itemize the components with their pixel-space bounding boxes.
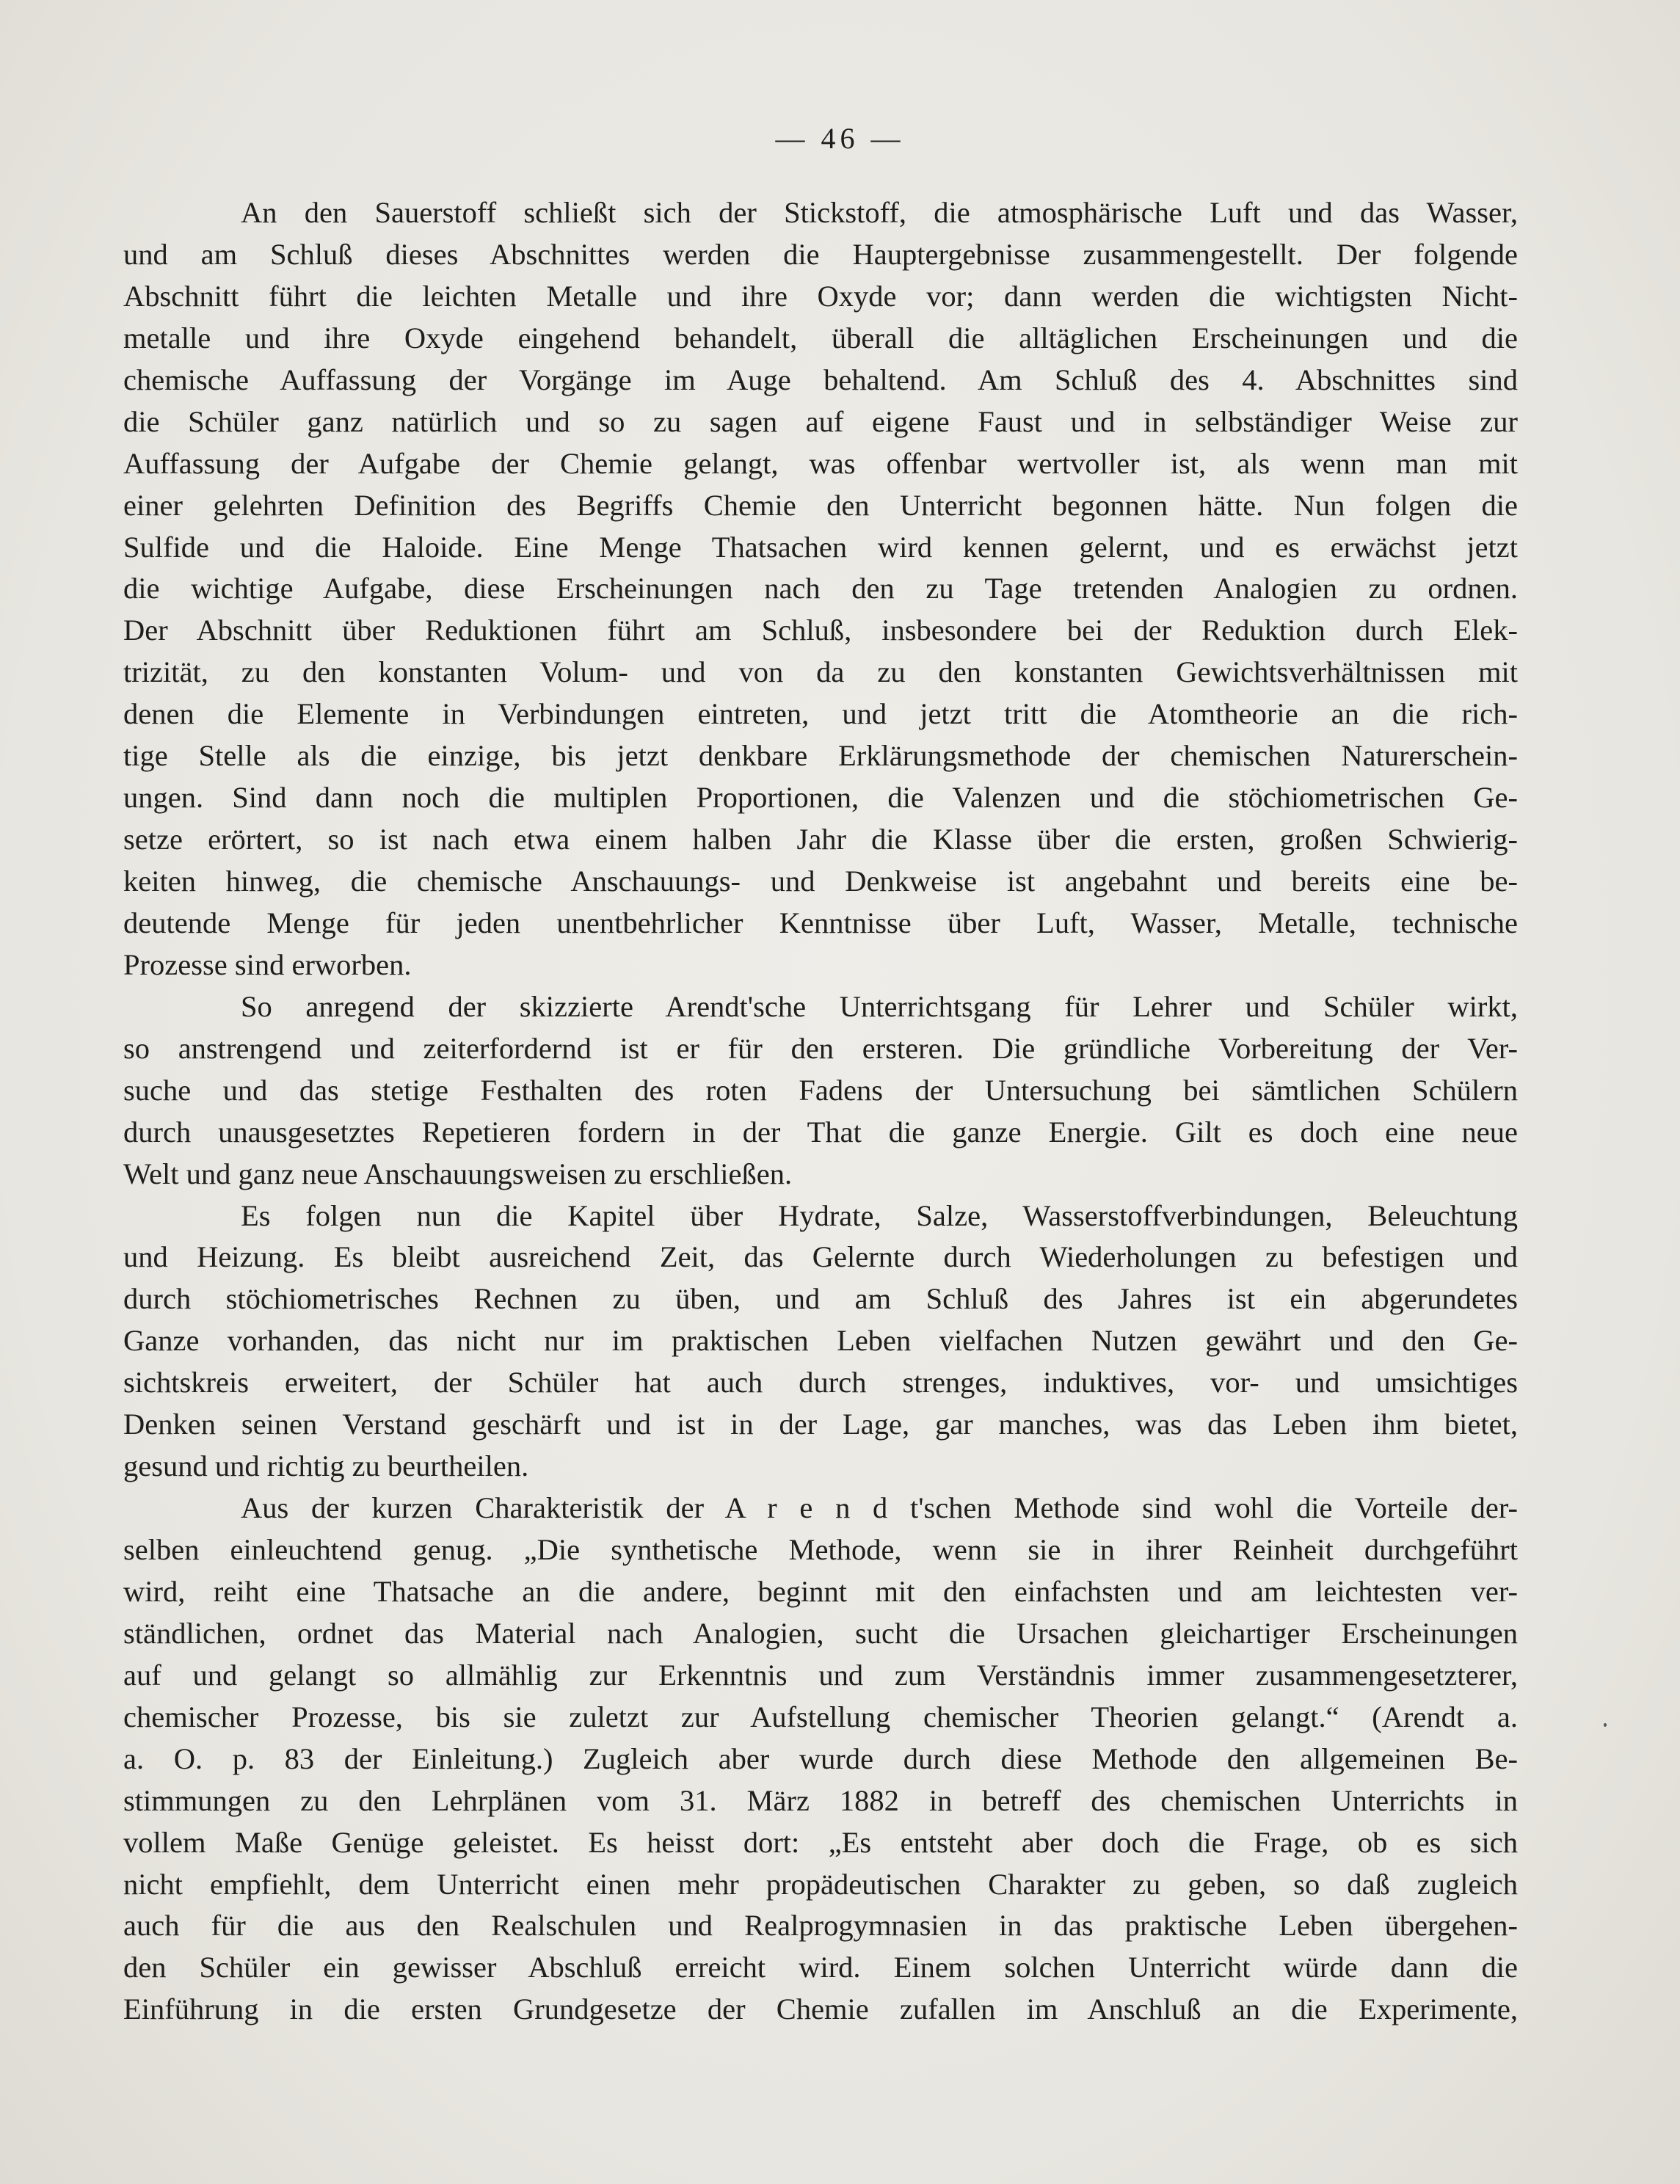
text-line: Aus der kurzen Charakteristik der A r e n d t'schen Methode sind wohl die Vorteile der- <box>241 1491 1518 1525</box>
text-line: Welt und ganz neue Anschauungsweisen zu erschließen. <box>123 1157 793 1190</box>
text-line: Einführung in die ersten Grundgesetze der Chemie zufallen im Anschluß an die Experimente, <box>123 1992 1518 2026</box>
text-line: den Schüler ein gewisser Abschluß erreicht wird. Einem solchen Unterricht würde dann die <box>123 1951 1518 1984</box>
text-line: so anstrengend und zeiterfordernd ist er für den ersteren. Die gründliche Vorbereitung der Ver- <box>123 1031 1518 1065</box>
text-line: die Schüler ganz natürlich und so zu sagen auf eigene Faust und in selbständiger Weise zur <box>123 404 1518 438</box>
text-line: chemische Auffassung der Vorgänge im Auge behaltend. Am Schluß des 4. Abschnittes sind <box>123 363 1518 396</box>
text-line: Der Abschnitt über Reduktionen führt am Schluß, insbesondere bei der Reduktion durch Elek- <box>123 614 1518 647</box>
text-line: und Heizung. Es bleibt ausreichend Zeit, das Gelernte durch Wiederholungen zu befestigen und <box>123 1240 1518 1274</box>
text-line: trizität, zu den konstanten Volum- und von da zu den konstanten Gewichtsverhältnissen mit <box>123 655 1518 689</box>
text-line: einer gelehrten Definition des Begriffs Chemie den Unterricht begonnen hätte. Nun folgen die <box>123 488 1518 522</box>
text-line: auf und gelangt so allmählig zur Erkenntnis und zum Verständnis immer zusammengesetzterer, <box>123 1658 1518 1692</box>
text-line: tige Stelle als die einzige, bis jetzt denkbare Erklärungsmethode der chemischen Naturerschein- <box>123 739 1518 773</box>
text-line: keiten hinweg, die chemische Anschauungs- und Denkweise ist angebahnt und bereits eine be- <box>123 864 1518 898</box>
text-line: Prozesse sind erworben. <box>123 947 412 981</box>
text-line: wird, reiht eine Thatsache an die andere, beginnt mit den einfachsten und am leichtesten ver- <box>123 1574 1518 1608</box>
text-line: Es folgen nun die Kapitel über Hydrate, Salze, Wasserstoffverbindungen, Beleuchtung <box>241 1198 1518 1232</box>
text-line: Ganze vorhanden, das nicht nur im praktischen Leben vielfachen Nutzen gewährt und den Ge- <box>123 1324 1518 1358</box>
text-line: suche und das stetige Festhalten des roten Fadens der Untersuchung bei sämtlichen Schülern <box>123 1073 1518 1107</box>
text-line: ungen. Sind dann noch die multiplen Proportionen, die Valenzen und die stöchiometrischen Ge- <box>123 781 1518 815</box>
text-line: stimmungen zu den Lehrplänen vom 31. März 1882 in betreff des chemischen Unterrichts in <box>123 1783 1518 1817</box>
text-line: Denken seinen Verstand geschärft und ist in der Lage, gar manches, was das Leben ihm bietet, <box>123 1408 1518 1441</box>
text-line: und am Schluß dieses Abschnittes werden die Hauptergebnisse zusammengestellt. Der folgende <box>123 237 1518 271</box>
text-line: sichtskreis erweitert, der Schüler hat auch durch strenges, induktives, vor- und umsichtiges <box>123 1366 1518 1399</box>
text-line: nicht empfiehlt, dem Unterricht einen mehr propädeutischen Charakter zu geben, so daß zugleich <box>123 1867 1518 1901</box>
text-line: die wichtige Aufgabe, diese Erscheinungen nach den zu Tage tretenden Analogien zu ordnen. <box>123 572 1518 605</box>
text-line: Auffassung der Aufgabe der Chemie gelangt, was offenbar wertvoller ist, als wenn man mit <box>123 446 1518 480</box>
text-line: auch für die aus den Realschulen und Realprogymnasien in das praktische Leben übergehen- <box>123 1909 1518 1943</box>
text-line: a. O. p. 83 der Einleitung.) Zugleich aber wurde durch diese Methode den allgemeinen Be- <box>123 1741 1518 1775</box>
text-line: deutende Menge für jeden unentbehrlicher Kenntnisse über Luft, Wasser, Metalle, technische <box>123 906 1518 939</box>
text-line: metalle und ihre Oxyde eingehend behandelt, überall die alltäglichen Erscheinungen und die <box>123 321 1518 354</box>
text-line: Abschnitt führt die leichten Metalle und ihre Oxyde vor; dann werden die wichtigsten Nicht- <box>123 279 1518 313</box>
text-line: An den Sauerstoff schließt sich der Stickstoff, die atmosphärische Luft und das Wasser, <box>241 196 1518 229</box>
scan-speck <box>1604 1723 1607 1727</box>
text-line: durch unausgesetztes Repetieren fordern in der That die ganze Energie. Gilt es doch eine neue <box>123 1115 1518 1149</box>
page-number: — 46 — <box>775 122 905 155</box>
text-line: denen die Elemente in Verbindungen eintreten, und jetzt tritt die Atomtheorie an die rich- <box>123 697 1518 731</box>
text-line: gesund und richtig zu beurtheilen. <box>123 1449 529 1483</box>
text-line: Sulfide und die Haloide. Eine Menge Thatsachen wird kennen gelernt, und es erwächst jetzt <box>123 530 1518 564</box>
text-line: ständlichen, ordnet das Material nach Analogien, sucht die Ursachen gleichartiger Erscheinungen <box>123 1616 1518 1650</box>
text-line: chemischer Prozesse, bis sie zuletzt zur Aufstellung chemischer Theorien gelangt.“ (Arendt a. <box>123 1700 1518 1733</box>
text-line: setze erörtert, so ist nach etwa einem halben Jahr die Klasse über die ersten, großen Schwierig- <box>123 823 1518 856</box>
text-line: durch stöchiometrisches Rechnen zu üben, und am Schluß des Jahres ist ein abgerundetes <box>123 1282 1518 1316</box>
text-line: vollem Maße Genüge geleistet. Es heisst dort: „Es entsteht aber doch die Frage, ob es sich <box>123 1825 1518 1859</box>
body-text <box>123 192 1518 2031</box>
text-line: selben einleuchtend genug. „Die synthetische Methode, wenn sie in ihrer Reinheit durchgeführt <box>123 1533 1518 1566</box>
text-line: So anregend der skizzierte Arendt'sche Unterrichtsgang für Lehrer und Schüler wirkt, <box>241 989 1518 1023</box>
